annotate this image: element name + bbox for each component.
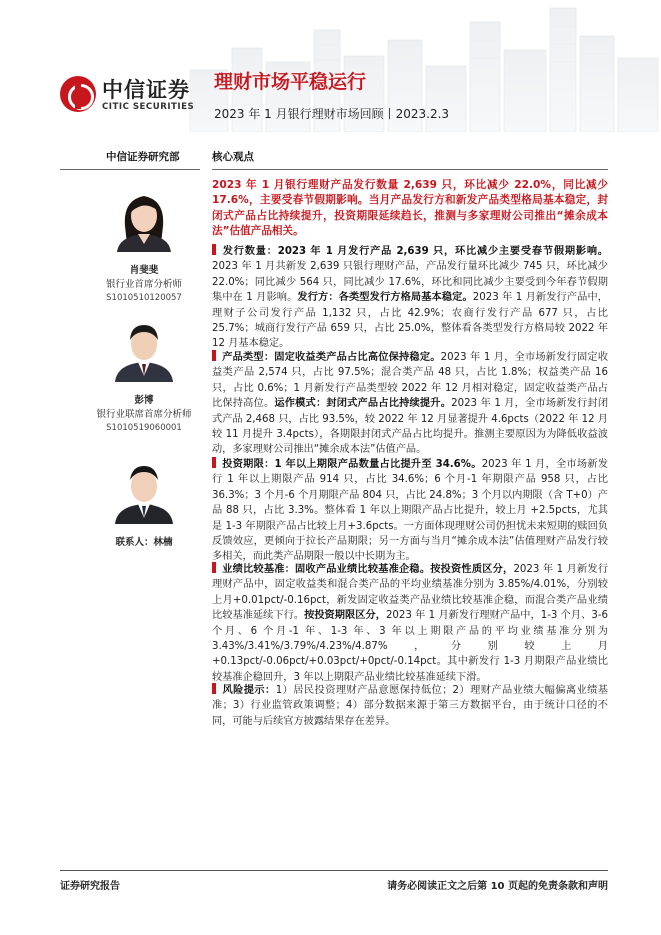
logo-name-cn: 中信证券 bbox=[102, 78, 190, 102]
point-subheading: 运作模式：封闭式产品占比持续提升。 bbox=[274, 398, 452, 410]
main-heading: 核心观点 bbox=[212, 151, 254, 163]
bullet-bar-icon bbox=[212, 683, 216, 694]
contact-name: 联系人：林楠 bbox=[115, 537, 173, 548]
contact-card bbox=[84, 458, 204, 550]
bullet-bar-icon bbox=[212, 562, 216, 573]
report-subtitle: 2023 年 1 月银行理财市场回顾丨2023.2.3 bbox=[214, 107, 450, 121]
point-benchmark bbox=[212, 562, 608, 685]
point-subheading: 按投资期限区分， bbox=[304, 610, 386, 622]
point-text: 2023 年 1 月新发行理财产品中，1-3 个月、3-6 个月、6 个月-1 年、1-3 年、3 年以上期限产品的平均业绩基准分别为 3.43%/3.41%/3.79%/4.23%/4.87%，分别较上月 +0.13pct/-0.06pct/+0.03pct/+0pct/-0.14pct。其中新发行 1-3 月期限产品业绩比较基准企稳回升，3 年以上期限产品业绩比较基准延续下滑。 bbox=[212, 610, 609, 683]
analyst-role: 银行业首席分析师 bbox=[105, 279, 182, 290]
point-heading: 产品类型：固定收益类产品占比高位保持稳定。 bbox=[222, 352, 441, 363]
analyst-name: 彭博 bbox=[134, 395, 154, 406]
analyst-role: 银行业联席首席分析师 bbox=[96, 409, 192, 420]
point-text: 2023 年 1 月，全市场新发行 1 年以上期限产品 914 只，占比 34.6%；6 个月-1 年期限产品 958 只，占比 36.3%；3 个月-6 个月期限产品 804 只，占比 24.8%；3 个月以内期限（含 T+0）产品 88 只，占比 3.3%。整体看 1 年以上期限产品占比提升，较上月 +2.5pcts，尤其是 1-3 年期限产品占比较上月+3.6pcts。一方面体现理财公司仍担忧未来短期的赎回负反馈效应，更倾向于拉长产品期限；另一方面与当月“摊余成本法”估值理财产品发行较多相关，而此类产品期限一般以中长期为主。 bbox=[212, 459, 608, 563]
sidebar-heading: 中信证券研究部 bbox=[106, 151, 180, 163]
point-heading: 投资期限：1 年以上期限产品数量占比提升至 34.6%。 bbox=[222, 459, 482, 470]
point-heading: 风险提示： bbox=[222, 685, 276, 696]
point-text: 2023 年 1 月新发行理财产品中，固定收益类和混合类产品的平均业绩基准分别为 3.85%/4.01%，分别较上月+0.01pct/-0.16pct，新发固定收益类产品业绩比较基准企稳，而混合类产品业绩比较基准延续下行。 bbox=[212, 564, 609, 622]
analyst-card bbox=[84, 186, 204, 305]
point-subheading: 发行方：各类型发行方格局基本稳定。 bbox=[297, 292, 473, 304]
point-text: 2023 年 1 月共新发 2,639 只银行理财产品，产品发行量环比减少 745 只，环比减少 22.0%；同比减少 564 只，同比减少 17.6%，环比和同比减少主要受到今年春节假期集中在 1 月影响。 bbox=[212, 261, 608, 304]
report-header bbox=[0, 0, 661, 148]
citic-logo-icon bbox=[60, 76, 96, 112]
report-title: 理财市场平稳运行 bbox=[214, 71, 367, 93]
analyst-photo-male bbox=[111, 316, 177, 382]
citic-securities-logo bbox=[60, 72, 210, 120]
footer-divider bbox=[60, 870, 608, 871]
analyst-card bbox=[84, 316, 204, 435]
point-text: 1）居民投资理财产品意愿保持低位；2）理财产品业绩大幅偏离业绩基准；3）行业监管政策调整；4）部分数据来源于第三方数据平台，由于统计口径的不同，可能与后续官方披露结果存在差异。 bbox=[212, 685, 608, 727]
bullet-bar-icon bbox=[212, 457, 216, 468]
logo-name-en: CITIC SECURITIES bbox=[102, 102, 195, 112]
main-divider bbox=[212, 169, 608, 170]
analyst-license-id: S1010519060001 bbox=[106, 423, 182, 433]
point-issuance bbox=[212, 244, 608, 352]
sidebar-divider bbox=[60, 169, 200, 170]
point-investment-term bbox=[212, 457, 608, 565]
contact-photo-male bbox=[111, 458, 177, 524]
point-heading: 业绩比较基准：固收产品业绩比较基准企稳。按投资性质区分， bbox=[222, 564, 514, 575]
bullet-bar-icon bbox=[212, 244, 216, 255]
bullet-bar-icon bbox=[212, 350, 216, 361]
analyst-photo-female bbox=[111, 186, 177, 252]
key-summary: 2023 年 1 月银行理财产品发行数量 2,639 只，环比减少 22.0%，同比减少 17.6%，主要受春节假期影响。当月产品发行方和新发产品类型格局基本稳定，封闭式产品占比持续提升，投资期限延续趋长，推测与多家理财公司推出“摊余成本法”估值产品相关。 bbox=[212, 179, 608, 237]
point-text: 2023 年 1 月，全市场新发行封闭式产品 2,468 只，占比 93.5%，较 2022 年 12 月显著提升 4.6pcts（2022 年 12 月较 11 月提升 3.4pcts），各期限封闭式产品占比均提升。推测主要原因为为降低收益波动，多家理财公司推出“摊余成本法”估值产品。 bbox=[212, 398, 609, 456]
point-product-type bbox=[212, 350, 608, 458]
point-text: 2023 年 1 月，全市场新发行固定收益类产品 2,574 只，占比 97.5%；混合类产品 48 只，占比 1.8%；权益类产品 16 只，占比 0.6%；1 月新发行产品类型较 2022 年 12 月相对稳定，固定收益类产品占比保持高位。 bbox=[212, 352, 609, 410]
point-text: 2023 年 1 月新发行产品中，理财子公司发行产品 1,132 只，占比 42.9%；农商行发行产品 677 只，占比 25.7%；城商行发行产品 659 只，占比 25.0%，整体看各类型发行方格局较 2022 年 12 月基本稳定。 bbox=[212, 292, 608, 350]
point-risk-warning bbox=[212, 683, 608, 729]
analyst-name: 肖斐斐 bbox=[129, 265, 159, 276]
footer-disclaimer: 请务必阅读正文之后第 10 页起的免责条款和声明 bbox=[387, 881, 608, 892]
analyst-license-id: S1010510120057 bbox=[106, 293, 182, 303]
point-heading: 发行数量：2023 年 1 月发行产品 2,639 只，环比减少主要受春节假期影响。 bbox=[222, 246, 608, 257]
footer-report-type: 证券研究报告 bbox=[60, 881, 120, 892]
